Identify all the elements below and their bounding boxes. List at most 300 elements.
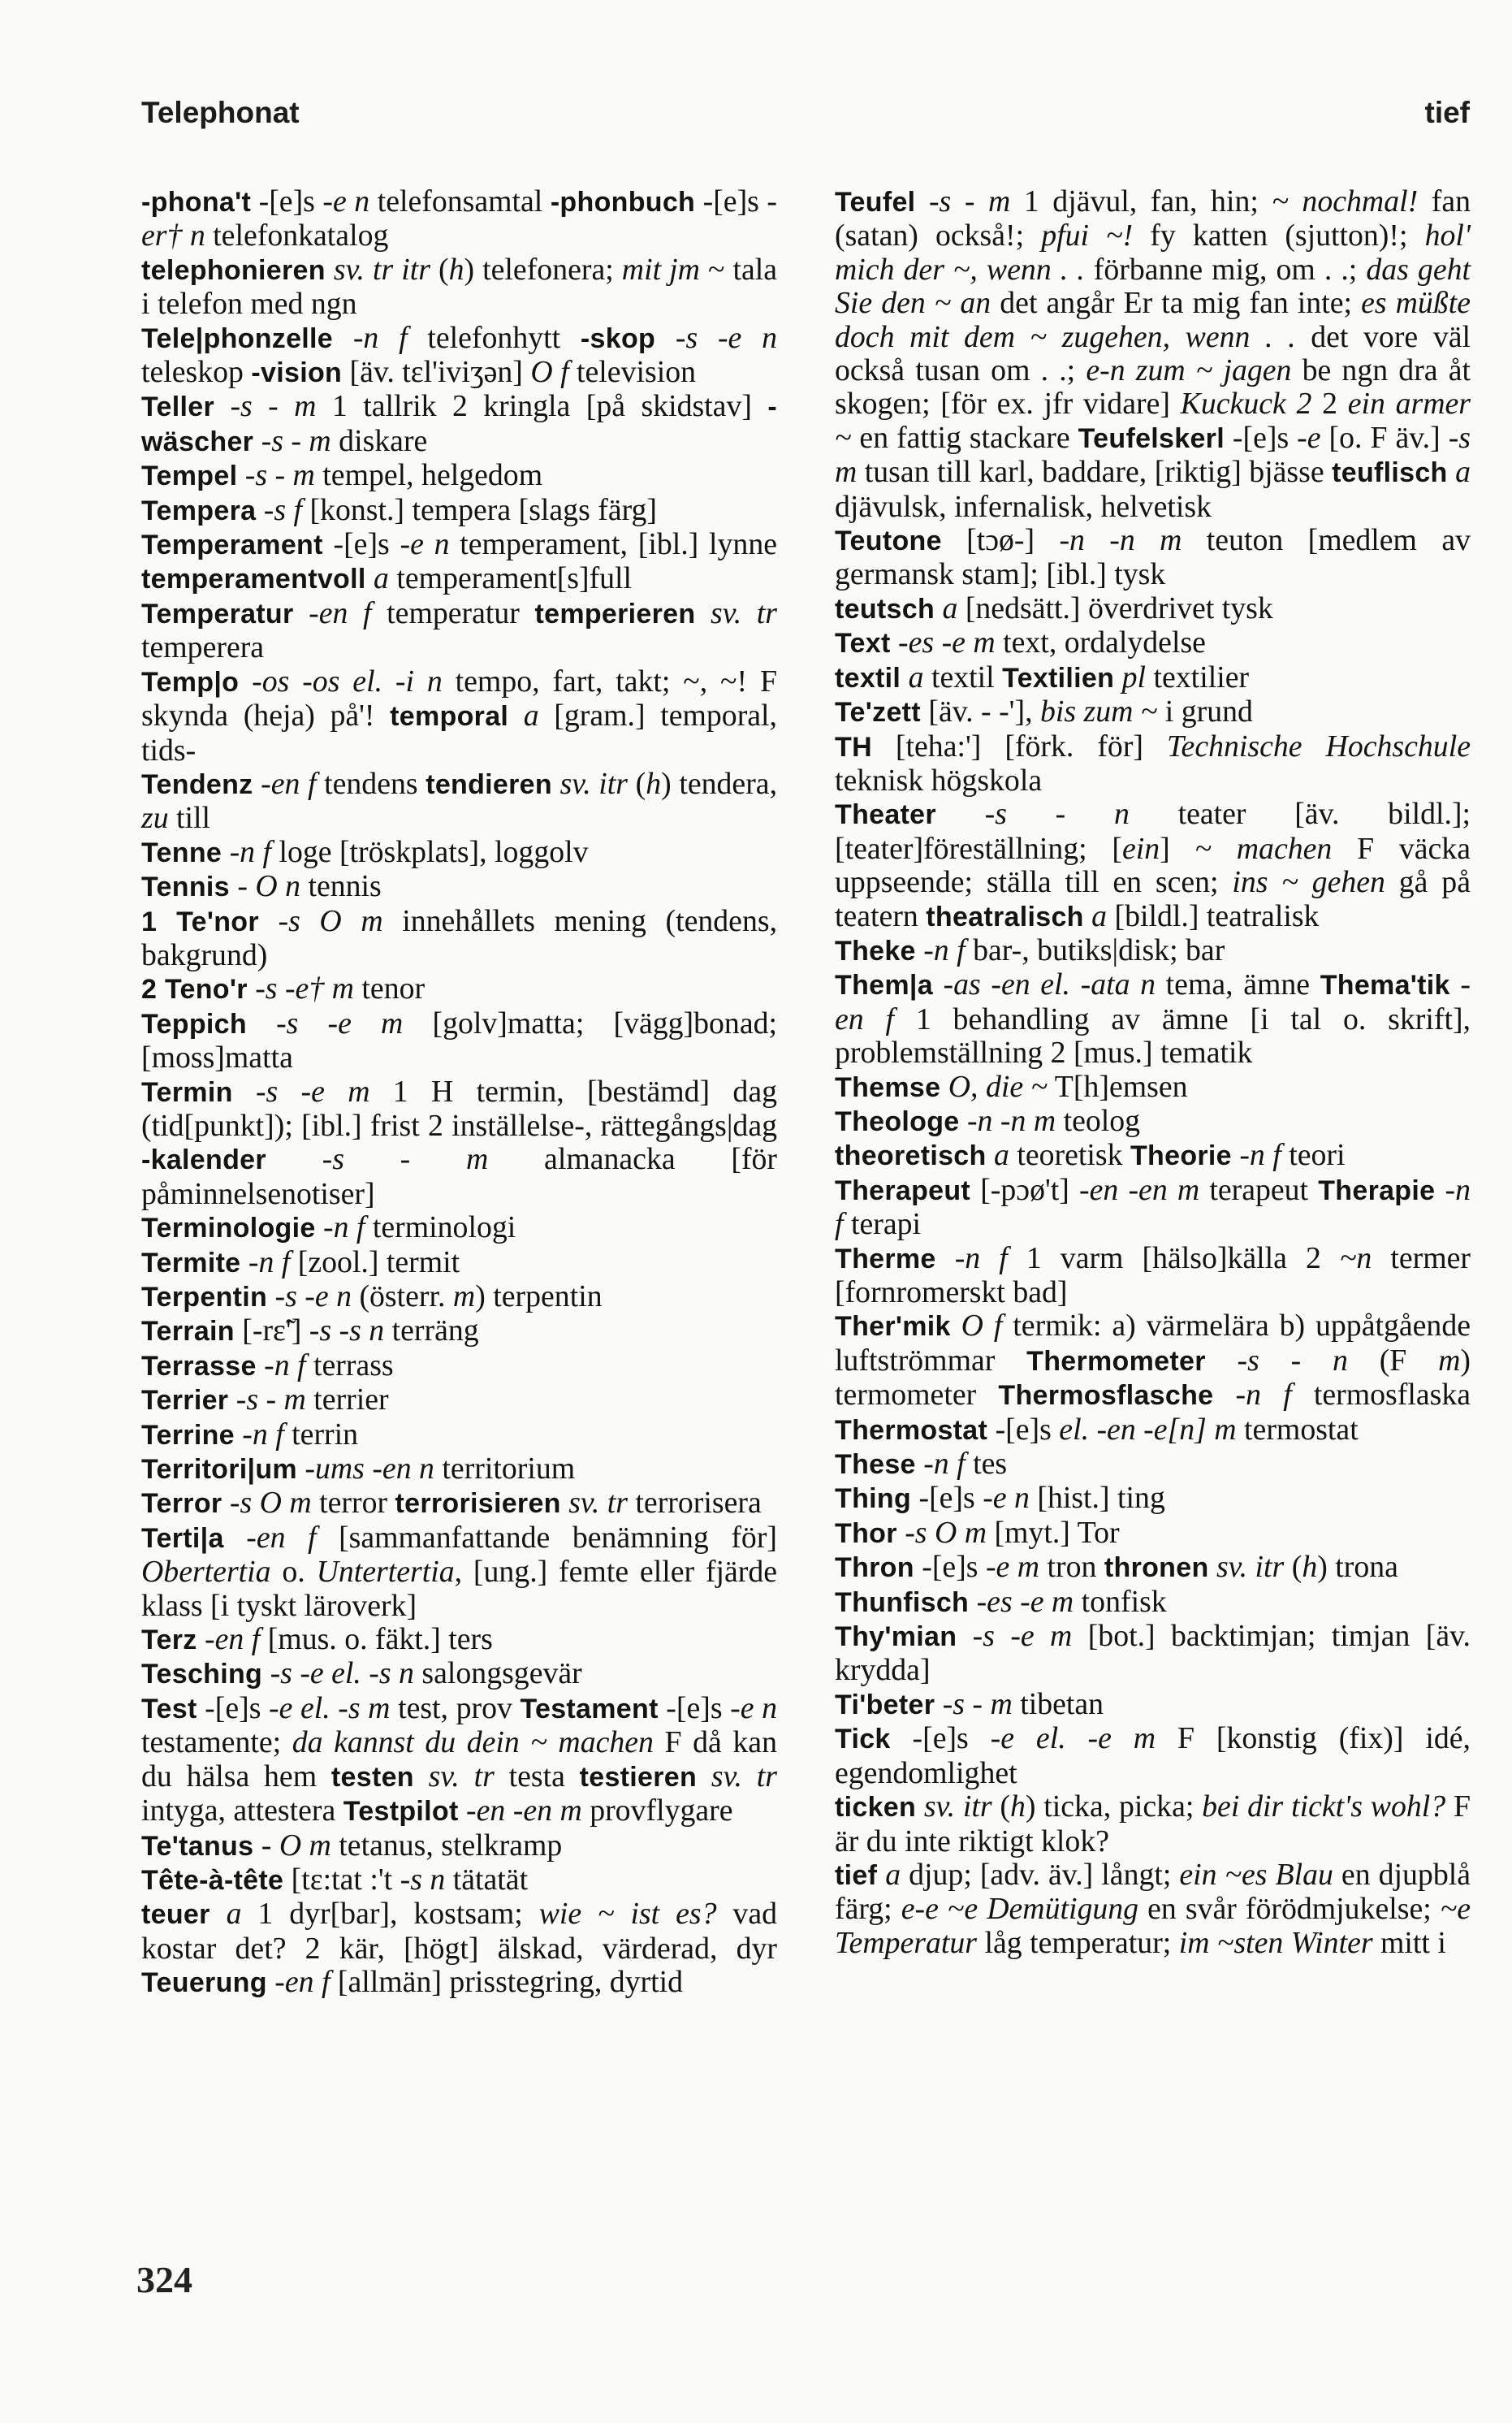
definition-text xyxy=(695,596,711,630)
definition-text: tätatät xyxy=(445,1862,529,1897)
definition-text xyxy=(1232,1138,1239,1172)
headword: theoretisch xyxy=(835,1140,987,1172)
definition-text: textilier xyxy=(1146,660,1250,694)
grammar-note: -s O m xyxy=(278,903,383,938)
headword: Temperatur xyxy=(141,598,294,630)
definition-text xyxy=(210,1897,227,1931)
definition-text xyxy=(936,797,985,831)
definition-text: förbanne mig, om . .; xyxy=(1084,252,1367,287)
definition-text: (österr. xyxy=(352,1279,453,1313)
definition-text xyxy=(240,1245,248,1279)
headword: Tempel xyxy=(141,461,238,492)
grammar-note: e-e ~e Demütigung xyxy=(901,1892,1139,1927)
definition-text xyxy=(333,321,353,355)
definition-text: tetanus, stelkramp xyxy=(330,1828,563,1863)
headword: Thy'mian xyxy=(835,1621,957,1653)
definition-text xyxy=(655,321,676,355)
headword: -vision xyxy=(251,357,343,389)
headword: Teufelskerl xyxy=(1078,422,1225,454)
definition-text xyxy=(697,1759,711,1793)
definition-text xyxy=(1435,1173,1445,1207)
grammar-note: ein armer ~ xyxy=(835,387,1471,455)
definition-text: tenor xyxy=(353,971,426,1006)
headword: Thing xyxy=(835,1483,912,1515)
dictionary-entry xyxy=(835,934,1471,968)
definition-text: [hist.] ting xyxy=(1029,1481,1165,1516)
definition-text: loge [tröskplats], loggolv xyxy=(271,834,589,869)
dictionary-entry xyxy=(835,1517,1471,1551)
grammar-note: -en f xyxy=(261,766,317,801)
grammar-note: O f xyxy=(530,355,569,390)
headword: ticken xyxy=(835,1792,917,1824)
dictionary-entry xyxy=(835,1105,1471,1139)
headword: -phona't xyxy=(141,187,252,218)
headword: Terti|a xyxy=(141,1522,224,1554)
headword: testieren xyxy=(579,1761,698,1793)
definition-text xyxy=(253,1828,261,1863)
grammar-note: mit jm xyxy=(621,252,700,287)
definition-text: [gram.] temporal, tids- xyxy=(141,699,778,768)
definition-text: teuton [medlem av germansk stam]; [ibl.] tysk xyxy=(835,523,1471,592)
grammar-note: da kannst du dein ~ machen xyxy=(292,1725,654,1760)
definition-text: -[e]s xyxy=(1224,420,1298,455)
definition-text: [nedsätt.] överdrivet tysk xyxy=(957,591,1273,625)
headword: Testament xyxy=(520,1693,659,1724)
definition-text: ~ tala i telefon med ngn xyxy=(141,252,777,322)
right-column xyxy=(835,185,1471,1960)
definition-text: terrass xyxy=(305,1348,394,1382)
grammar-note: -en f xyxy=(274,1965,330,2000)
grammar-note: -en -en m xyxy=(1079,1172,1200,1207)
grammar-note: sv. tr xyxy=(711,1759,778,1793)
grammar-note: -s - m xyxy=(235,1382,306,1417)
headword: Teuerung xyxy=(141,1967,267,1999)
definition-text: teleskop xyxy=(141,355,252,390)
definition-text xyxy=(508,699,524,733)
grammar-note: bis zum ~ xyxy=(1039,694,1158,729)
definition-text: vad kostar det? 2 kär, [högt] älskad, värderad, dyr xyxy=(141,1897,777,1966)
headword: Te'tanus xyxy=(141,1830,254,1862)
headword: 1 Te'nor xyxy=(141,906,259,937)
grammar-note: -s - m xyxy=(261,423,331,458)
grammar-note: -s - m xyxy=(928,184,1011,219)
definition-text: innehållets mening (tendens, bakgrund) xyxy=(141,903,778,972)
definition-text: territorium xyxy=(434,1452,576,1486)
grammar-note: wie ~ ist es? xyxy=(538,1897,717,1932)
grammar-note: sv. tr itr xyxy=(333,252,430,287)
headword: testen xyxy=(330,1761,414,1793)
grammar-note: Technische Hochschule xyxy=(1167,729,1471,764)
headword: Them|a xyxy=(835,970,933,1002)
headword: Themse xyxy=(835,1071,941,1103)
definition-text: tonfisk xyxy=(1074,1584,1167,1619)
headword: Terrier xyxy=(141,1385,229,1417)
headword: temperieren xyxy=(534,598,696,630)
definition-text: terminologi xyxy=(365,1210,516,1245)
dictionary-entry xyxy=(141,1863,777,1897)
dictionary-entry xyxy=(141,1657,777,1691)
grammar-note: a xyxy=(1091,898,1108,933)
definition-text xyxy=(316,1210,323,1244)
grammar-note: -e xyxy=(1297,420,1321,455)
grammar-note: -s -e† m xyxy=(255,971,354,1006)
grammar-note: -n f xyxy=(352,320,408,355)
headword: tendieren xyxy=(426,768,552,800)
definition-text xyxy=(230,869,237,903)
dictionary-entry xyxy=(835,1790,1471,1858)
dictionary-entry xyxy=(141,1692,777,1829)
grammar-note: sv. itr xyxy=(1216,1550,1285,1585)
definition-text: be ngn dra åt skogen; [för ex. jfr vidare] xyxy=(835,353,1471,422)
definition-text: [golv]matta; [vägg]bonad; [moss]matta xyxy=(141,1006,777,1075)
definition-text: ( xyxy=(991,1789,1010,1824)
grammar-note: O, die ~ xyxy=(948,1069,1048,1104)
grammar-note: -er† n xyxy=(141,184,777,253)
definition-text: terrier xyxy=(305,1382,389,1417)
headword: tief xyxy=(835,1859,878,1891)
definition-text xyxy=(267,1965,274,1999)
definition-text: 1 H termin, [bestämd] dag (tid[punkt]); [ibl.] frist 2 inställelse-, rättegångs|dag xyxy=(141,1074,777,1143)
headword: Theke xyxy=(835,935,916,967)
definition-text: termer [fornromerskt bad] xyxy=(835,1240,1471,1309)
definition-text: låg temperatur; xyxy=(977,1925,1179,1960)
definition-text: [-rɛ̃'] xyxy=(234,1313,309,1348)
grammar-note: -s -e n xyxy=(675,320,778,355)
grammar-note: -n f xyxy=(923,1447,966,1482)
definition-text xyxy=(916,1789,924,1824)
headword: Teller xyxy=(141,392,214,423)
definition-text xyxy=(916,933,923,967)
dictionary-entry xyxy=(835,185,1471,524)
dictionary-entry xyxy=(141,836,777,870)
definition-text xyxy=(239,664,252,699)
definition-text: diskare xyxy=(330,423,428,458)
definition-text: fy katten (sjutton)!; xyxy=(1133,219,1425,253)
headword: textil xyxy=(835,662,901,694)
definition-text: television xyxy=(568,355,696,390)
definition-text xyxy=(960,1104,967,1138)
headword: Theater xyxy=(835,799,936,831)
definition-text: telefonkatalog xyxy=(205,219,389,253)
grammar-note: sv. tr xyxy=(568,1486,628,1521)
dictionary-entry xyxy=(835,661,1471,695)
headword: TH xyxy=(835,731,872,763)
headword: Tesching xyxy=(141,1659,263,1690)
grammar-note: - O m xyxy=(261,1828,331,1863)
headword: -phonbuch xyxy=(550,187,696,218)
definition-text xyxy=(214,389,230,423)
headword: Terpentin xyxy=(141,1282,268,1313)
definition-text: terapi xyxy=(843,1207,922,1242)
dictionary-entry xyxy=(141,322,777,391)
definition-text xyxy=(969,1585,976,1619)
definition-text: T[h]emsen xyxy=(1048,1069,1188,1104)
definition-text xyxy=(935,1687,942,1721)
definition-text: 2 xyxy=(1311,387,1348,422)
definition-text: tempo, fart, takt; ~, ~! F skynda (heja) på'! xyxy=(141,664,777,733)
headword: Tennis xyxy=(141,872,230,903)
definition-text: F då kan du hälsa hem xyxy=(141,1725,777,1793)
dictionary-entry xyxy=(141,1280,777,1314)
headword: Tenne xyxy=(141,837,222,868)
definition-text: teknisk högskola xyxy=(835,763,1043,798)
dictionary-entry xyxy=(141,1452,777,1486)
definition-text: ) tendera, xyxy=(661,766,778,801)
grammar-note: -e n xyxy=(322,184,370,219)
definition-text xyxy=(940,1070,948,1104)
grammar-note: -n f xyxy=(264,1348,306,1382)
definition-text: djävulsk, infernalisk, helvetisk xyxy=(835,489,1212,524)
headword: Therapie xyxy=(1318,1175,1436,1206)
grammar-note: -e el. -e m xyxy=(990,1721,1156,1756)
definition-text xyxy=(247,1006,276,1041)
grammar-note: -en -en m xyxy=(466,1793,582,1828)
definition-text xyxy=(326,253,334,287)
dictionary-entry xyxy=(835,968,1471,1070)
definition-text: [myt.] Tor xyxy=(987,1515,1120,1550)
dictionary-entry xyxy=(835,1482,1471,1516)
definition-text: almanacka [för påminnelsenotiser] xyxy=(141,1142,778,1211)
grammar-note: m xyxy=(1438,1343,1461,1378)
headword: -kalender xyxy=(141,1144,266,1176)
grammar-note: a xyxy=(523,699,539,733)
definition-text: i grund xyxy=(1157,694,1253,729)
definition-text: -[e]s xyxy=(987,1412,1060,1447)
grammar-note: sv. itr xyxy=(559,766,629,801)
definition-text: 1 djävul, fan, hin; xyxy=(1010,184,1272,219)
headword: Territori|um xyxy=(141,1454,297,1486)
definition-text: telefonhytt xyxy=(407,320,581,355)
definition-text: det angår Er ta mig fan inte; xyxy=(991,286,1362,321)
grammar-note: -e n xyxy=(400,527,450,562)
definition-text: test, prov xyxy=(390,1690,521,1725)
definition-text xyxy=(228,1382,235,1417)
headword: Therme xyxy=(835,1243,936,1274)
definition-text: -[e]s xyxy=(197,1690,270,1725)
definition-text xyxy=(1209,1550,1216,1584)
definition-text: terrorisera xyxy=(627,1486,762,1521)
definition-text: [allmän] prisstegring, dyrtid xyxy=(330,1965,684,2000)
grammar-note: h xyxy=(646,766,662,801)
definition-text: 1 tallrik 2 kringla [på skidstav] xyxy=(316,389,768,424)
dictionary-entry xyxy=(141,1075,777,1212)
definition-text: provflygare xyxy=(581,1793,733,1828)
definition-text xyxy=(916,1447,923,1481)
definition-text: en svår förödmjukelse; xyxy=(1138,1892,1441,1927)
grammar-note: -s -e n xyxy=(274,1279,352,1313)
headword: -skop xyxy=(580,322,656,354)
definition-text: bar-, butiks|disk; bar xyxy=(965,932,1225,967)
headword: temperamentvoll xyxy=(141,564,366,595)
definition-text: [o. F äv.] xyxy=(1320,420,1449,455)
definition-text xyxy=(891,625,898,660)
grammar-note: sv. tr xyxy=(428,1759,495,1793)
dictionary-entry xyxy=(835,1447,1471,1482)
headword: -wäscher xyxy=(141,392,777,457)
dictionary-entry xyxy=(141,1829,777,1863)
definition-text: temperera xyxy=(141,630,265,665)
definition-text xyxy=(233,1075,256,1109)
headword: terrorisieren xyxy=(395,1488,561,1520)
grammar-note: -s -e m xyxy=(255,1074,370,1109)
definition-text: (F xyxy=(1347,1343,1439,1378)
dictionary-entry xyxy=(141,665,777,768)
headword: temporal xyxy=(390,701,509,733)
grammar-note: Kuckuck 2 xyxy=(1180,387,1312,422)
definition-text: termik: a) värmelära b) uppåtgående luftströmmar xyxy=(835,1309,1471,1378)
definition-text: -[e]s xyxy=(914,1550,986,1585)
definition-text: teoretisk xyxy=(1009,1138,1130,1173)
definition-text: [äv. tɛl'iviʒən] xyxy=(342,355,531,390)
grammar-note: O f xyxy=(961,1309,1003,1343)
definition-text: [zool.] termit xyxy=(290,1244,460,1279)
dictionary-entry xyxy=(835,730,1471,798)
grammar-note: -s - m xyxy=(942,1686,1013,1721)
definition-text: [sammanfattande benämning för] xyxy=(316,1520,777,1555)
grammar-note: -s - m xyxy=(244,458,315,493)
dictionary-entry xyxy=(141,1314,777,1348)
dictionary-entry xyxy=(141,1623,777,1657)
definition-text: termosflaska xyxy=(1291,1378,1471,1413)
right-guide-word: tief xyxy=(1424,96,1470,129)
grammar-note: -e n xyxy=(983,1481,1030,1516)
grammar-note: sv. itr xyxy=(923,1789,992,1824)
headword: thronen xyxy=(1104,1552,1209,1584)
definition-text xyxy=(936,1241,955,1275)
definition-text xyxy=(259,904,279,938)
definition-text xyxy=(901,660,908,694)
dictionary-entry xyxy=(835,524,1471,592)
dictionary-entry xyxy=(141,390,777,459)
definition-text: fan (satan) också!; xyxy=(835,184,1471,253)
dictionary-entry xyxy=(141,1521,777,1623)
headword: Teutone xyxy=(835,526,942,557)
grammar-note: -os -os el. -i n xyxy=(252,664,443,699)
grammar-note: a xyxy=(226,1897,242,1932)
grammar-note: -s O m xyxy=(229,1486,312,1521)
headword: Text xyxy=(835,628,891,660)
headword: teuer xyxy=(141,1899,210,1931)
headword: Test xyxy=(141,1693,197,1724)
definition-text xyxy=(957,1619,972,1653)
dictionary-entry xyxy=(835,1242,1471,1310)
definition-text: [mus. o. fäkt.] ters xyxy=(260,1622,493,1657)
definition-text: terror xyxy=(311,1486,395,1521)
definition-text xyxy=(222,835,229,869)
grammar-note: -s - m xyxy=(322,1142,489,1177)
dictionary-entry xyxy=(141,905,777,973)
definition-text xyxy=(1448,455,1455,489)
headword: Testpilot xyxy=(343,1796,459,1828)
headword: Terz xyxy=(141,1625,197,1656)
definition-text xyxy=(933,967,944,1002)
definition-text: tes xyxy=(965,1447,1008,1482)
grammar-note: -e m xyxy=(985,1550,1040,1585)
dictionary-entry xyxy=(835,1174,1471,1242)
grammar-note: -n f xyxy=(1235,1378,1292,1413)
grammar-note: -s -e m xyxy=(972,1619,1073,1654)
dictionary-entry xyxy=(141,972,777,1006)
definition-text xyxy=(1213,1378,1235,1412)
grammar-note: -s f xyxy=(263,492,303,527)
definition-text: testa xyxy=(494,1759,580,1793)
grammar-note: ein ~es Blau xyxy=(1179,1857,1333,1892)
definition-text: , [ung.] femte eller fjärde klass [i tyskt läroverk] xyxy=(141,1555,778,1623)
definition-text: termostat xyxy=(1236,1412,1359,1447)
definition-text: textil xyxy=(923,660,1003,694)
definition-text xyxy=(222,1486,229,1520)
dictionary-entry xyxy=(141,1349,777,1383)
definition-text xyxy=(257,1348,264,1382)
definition-text xyxy=(297,1452,305,1486)
definition-text: tibetan xyxy=(1012,1686,1104,1721)
definition-text: tempel, helgedom xyxy=(314,458,543,493)
definition-text: F är du inte riktigt klok? xyxy=(835,1789,1471,1858)
grammar-note: a xyxy=(908,660,924,694)
grammar-note: Obertertia xyxy=(141,1555,271,1590)
grammar-note: -e n xyxy=(730,1690,777,1725)
dictionary-entry xyxy=(141,459,777,493)
definition-text: ( xyxy=(430,252,449,287)
dictionary-entry xyxy=(141,1418,777,1452)
grammar-note: -en f xyxy=(835,967,1471,1036)
definition-text: [konst.] tempera [slags färg] xyxy=(302,492,657,527)
grammar-note: a xyxy=(885,1857,901,1892)
grammar-note: bei dir tickt's wohl? xyxy=(1202,1789,1446,1824)
dictionary-entry xyxy=(835,1722,1471,1790)
definition-text: terapeut xyxy=(1199,1172,1319,1207)
definition-text xyxy=(197,1622,205,1656)
definition-text xyxy=(235,1417,242,1452)
definition-text: tema, ämne xyxy=(1156,967,1320,1002)
definition-text: 1 behandling av ämne [i tal o. skrift], problemställning 2 [mus.] tematik xyxy=(835,1002,1471,1071)
grammar-note: -s - n xyxy=(1237,1343,1348,1378)
dictionary-entry xyxy=(835,1139,1471,1173)
definition-text xyxy=(262,1656,270,1690)
grammar-note: -s m xyxy=(835,420,1471,490)
dictionary-entry xyxy=(141,528,777,597)
definition-text: ] xyxy=(1160,831,1195,866)
definition-text: [bot.] backtimjan; timjan [äv. krydda] xyxy=(835,1619,1471,1688)
definition-text xyxy=(253,767,261,801)
definition-text: -[e]s xyxy=(890,1721,991,1756)
grammar-note: pfui ~! xyxy=(1041,219,1134,253)
grammar-note: -s - m xyxy=(230,389,317,424)
definition-text xyxy=(1114,660,1121,694)
dictionary-entry xyxy=(141,597,777,665)
grammar-note: -s n xyxy=(400,1862,446,1897)
definition-text: [äv. - -'], xyxy=(920,694,1040,729)
grammar-note: -n f xyxy=(248,1244,291,1279)
headword: Te'zett xyxy=(835,697,921,729)
definition-text xyxy=(561,1486,568,1520)
dictionary-entry xyxy=(141,1383,777,1417)
grammar-note: h xyxy=(1302,1550,1318,1585)
definition-text: [-pɔø't] xyxy=(970,1172,1080,1207)
dictionary-entry xyxy=(835,1586,1471,1620)
definition-text: ) ticka, picka; xyxy=(1025,1789,1203,1824)
grammar-note: -en f xyxy=(246,1520,317,1555)
definition-text: tron xyxy=(1039,1550,1104,1585)
headword: Teufel xyxy=(835,187,916,218)
grammar-note: e-n zum ~ jagen xyxy=(1086,353,1292,388)
grammar-note: -n f xyxy=(835,1172,1471,1242)
definition-text: -[e]s xyxy=(911,1481,983,1516)
grammar-note: el. -en -e[n] m xyxy=(1059,1412,1237,1447)
headword: theatralisch xyxy=(926,901,1084,932)
grammar-note: -en f xyxy=(309,595,372,630)
headword: Therapeut xyxy=(835,1175,971,1206)
